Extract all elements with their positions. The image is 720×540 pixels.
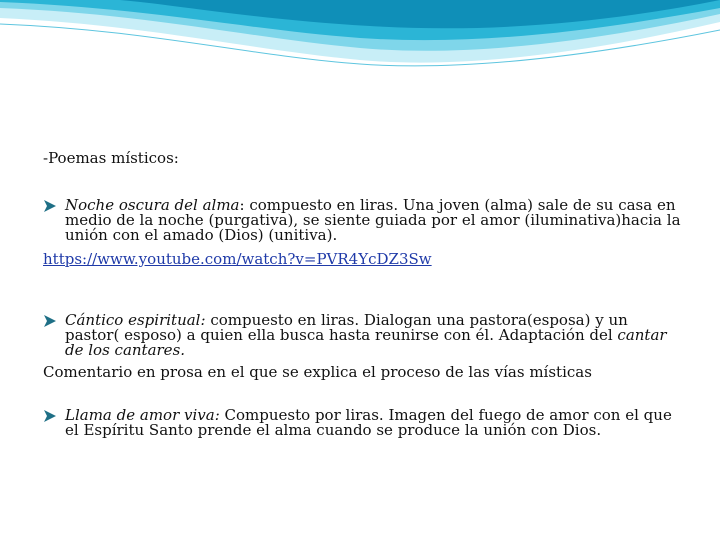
item-separator: : bbox=[214, 406, 220, 424]
item-separator: : bbox=[200, 311, 206, 329]
bullet-item-cantico bbox=[43, 313, 683, 358]
slide-content bbox=[43, 148, 683, 438]
item-title: Cántico espiritual bbox=[65, 311, 201, 329]
item-text-italic: cantar de los cantares. bbox=[65, 326, 667, 359]
bullet-item-llama bbox=[43, 408, 683, 438]
youtube-link[interactable]: https://www.youtube.com/watch?v=PVR4YcDZ3Sw bbox=[43, 250, 432, 268]
intro-heading: -Poemas místicos: bbox=[43, 149, 179, 167]
arrow-bullet-icon bbox=[43, 199, 57, 213]
arrow-bullet-icon bbox=[43, 409, 57, 423]
video-link-row bbox=[43, 249, 683, 269]
item-title: Llama de amor viva bbox=[65, 406, 215, 424]
item-text: Compuesto por liras. Imagen del fuego de amor con el que el Espíritu Santo prende el alma cuando se produce la unión con Dios. bbox=[65, 406, 672, 439]
item-text: compuesto en liras. Dialogan una pastora(esposa) y un pastor( esposo) a quien ella busca hasta reunirse con él. Adaptación del bbox=[65, 311, 628, 344]
decorative-wave-header bbox=[0, 0, 720, 80]
comment-text: Comentario en prosa en el que se explica el proceso de las vías místicas bbox=[43, 363, 592, 381]
bullet-item-noche-oscura bbox=[43, 198, 683, 243]
arrow-bullet-icon bbox=[43, 314, 57, 328]
item-title: Noche oscura del alma bbox=[65, 196, 240, 214]
item-separator: : bbox=[239, 196, 245, 214]
item-text: compuesto en liras. Una joven (alma) sale de su casa en medio de la noche (purgativa), se siente guiada por el amor (iluminativa)hacia la unión con el amado (Dios) (unitiva). bbox=[65, 196, 681, 244]
